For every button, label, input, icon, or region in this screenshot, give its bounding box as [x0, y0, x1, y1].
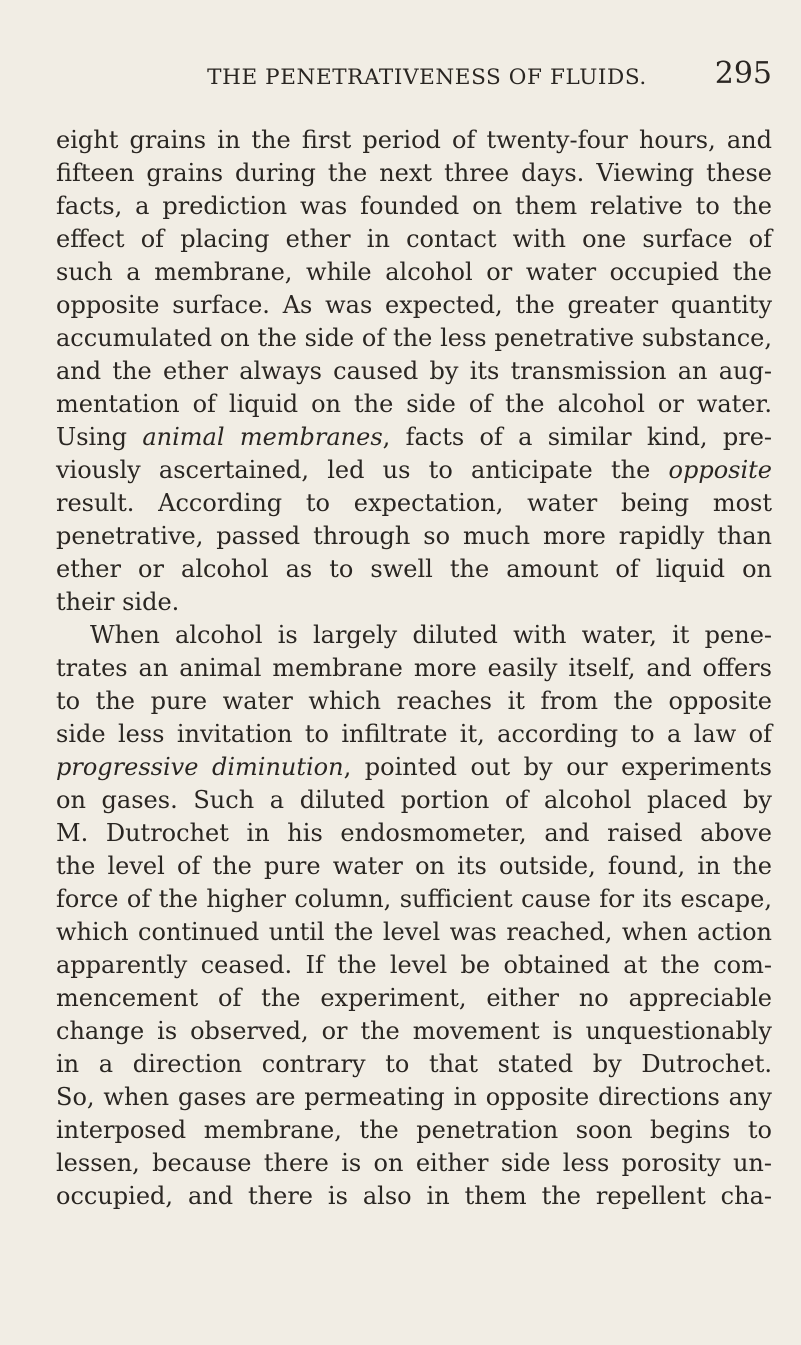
text-line	[56, 784, 772, 817]
page-number: 295	[714, 56, 772, 91]
text-run: accumulated on the side of the less penetrative substance,	[56, 324, 772, 352]
text-line	[56, 454, 772, 487]
text-line	[56, 520, 772, 553]
text-run: such a membrane, while alcohol or water occupied the	[56, 258, 772, 286]
text-run: change is observed, or the movement is unquestionably	[56, 1017, 772, 1045]
text-run: ether or alcohol as to swell the amount of liquid on	[56, 555, 772, 583]
text-run: , pointed out by our experiments	[343, 753, 772, 781]
text-run: which continued until the level was reached, when action	[56, 918, 772, 946]
text-run: their side.	[56, 588, 180, 616]
body-text	[56, 124, 772, 1213]
text-run: M. Dutrochet in his endosmometer, and raised above	[56, 819, 772, 847]
text-run: interposed membrane, the penetration soon begins to	[56, 1116, 772, 1144]
text-line	[56, 949, 772, 982]
italic-text: opposite	[668, 456, 772, 484]
text-run: to the pure water which reaches it from the opposite	[56, 687, 772, 715]
text-line	[56, 850, 772, 883]
italic-text: progressive diminution	[56, 753, 344, 781]
text-line	[56, 1015, 772, 1048]
text-line	[56, 883, 772, 916]
text-line	[56, 916, 772, 949]
text-run: side less invitation to infiltrate it, according to a law of	[56, 720, 772, 748]
text-line	[56, 355, 772, 388]
text-line	[56, 817, 772, 850]
text-line	[56, 751, 772, 784]
text-run: viously ascertained, led us to anticipate the	[56, 456, 669, 484]
text-line	[56, 388, 772, 421]
running-header	[82, 56, 772, 97]
text-run: on gases. Such a diluted portion of alcohol placed by	[56, 786, 772, 814]
text-run: apparently ceased. If the level be obtained at the com-	[56, 951, 772, 979]
text-line	[56, 1180, 772, 1213]
text-line	[56, 685, 772, 718]
text-run: the level of the pure water on its outside, found, in the	[56, 852, 772, 880]
text-line	[56, 718, 772, 751]
text-run: result. According to expectation, water being most	[56, 489, 772, 517]
text-run: , facts of a similar kind, pre-	[382, 423, 773, 451]
text-run: So, when gases are permeating in opposite directions any	[56, 1083, 772, 1111]
text-line	[56, 619, 772, 652]
text-line	[56, 1114, 772, 1147]
text-line	[56, 586, 772, 619]
text-line	[56, 157, 772, 190]
text-line	[56, 1147, 772, 1180]
text-run: mencement of the experiment, either no appreciable	[56, 984, 772, 1012]
text-line	[56, 421, 772, 454]
text-run: in a direction contrary to that stated by Dutrochet.	[56, 1050, 772, 1078]
text-line	[56, 1081, 772, 1114]
text-run: facts, a prediction was founded on them relative to the	[56, 192, 772, 220]
text-line	[56, 223, 772, 256]
text-run: mentation of liquid on the side of the alcohol or water.	[56, 390, 772, 418]
text-run: Using	[56, 423, 143, 451]
text-run: and the ether always caused by its transmission an aug-	[56, 357, 772, 385]
text-run: effect of placing ether in contact with one surface of	[56, 225, 772, 253]
text-line	[56, 982, 772, 1015]
text-line	[56, 1048, 772, 1081]
text-run: occupied, and there is also in them the repellent cha-	[56, 1182, 772, 1210]
text-line	[56, 487, 772, 520]
text-run: penetrative, passed through so much more rapidly than	[56, 522, 772, 550]
text-run: force of the higher column, sufficient cause for its escape,	[56, 885, 772, 913]
text-run: When alcohol is largely diluted with water, it pene-	[90, 621, 772, 649]
italic-text: animal membranes	[142, 423, 383, 451]
text-line	[56, 124, 772, 157]
text-line	[56, 322, 772, 355]
text-line	[56, 553, 772, 586]
text-run: opposite surface. As was expected, the greater quantity	[56, 291, 772, 319]
text-run: fifteen grains during the next three days. Viewing these	[56, 159, 772, 187]
text-run: trates an animal membrane more easily itself, and offers	[56, 654, 772, 682]
running-title: THE PENETRATIVENESS OF FLUIDS.	[207, 65, 647, 90]
text-run: lessen, because there is on either side less porosity un-	[56, 1149, 772, 1177]
text-line	[56, 256, 772, 289]
text-line	[56, 289, 772, 322]
text-line	[56, 190, 772, 223]
text-line	[56, 652, 772, 685]
text-run: eight grains in the first period of twenty-four hours, and	[56, 126, 772, 154]
